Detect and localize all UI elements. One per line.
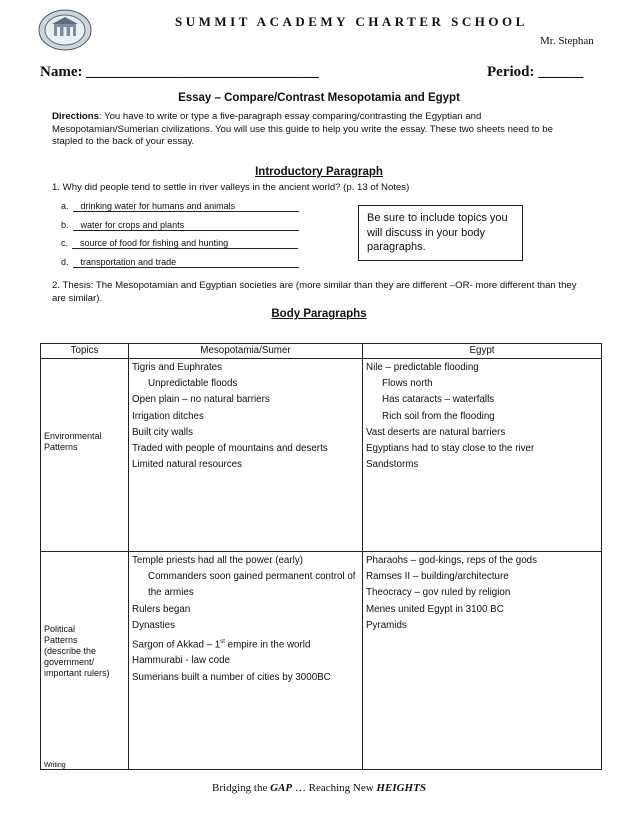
mesopotamia-cell [129,552,363,770]
topic-line: Environmental [44,431,102,441]
list-item: Sumerians built a number of cities by 3000BC [132,671,331,683]
comparison-table [40,343,602,770]
list-item: Rich soil from the flooding [382,410,495,422]
list-item: Dynasties [132,619,176,631]
answer-text: transportation and trade [73,257,299,268]
column-header-topics: Topics [41,344,129,359]
list-item: Egyptians had to stay close to the river [366,443,535,455]
reminder-callout: Be sure to include topics you will discuss in your body paragraphs. [358,205,523,261]
list-item: Nile – predictable flooding [366,362,479,373]
answer-text: source of food for fishing and hunting [72,238,298,249]
list-item: the armies [148,587,194,599]
list-item-text: empire in the world [224,639,311,651]
column-header-egypt: Egypt [363,344,602,359]
answer-a [61,201,311,212]
answer-b [61,220,311,231]
list-item: Sandstorms [366,459,419,471]
answer-c [61,238,311,249]
list-item: Temple priests had all the power (early) [132,555,303,566]
list-item: Pyramids [366,619,407,631]
list-item: Irrigation ditches [132,410,204,422]
list-item: Tigris and Euphrates [132,362,223,373]
question-1: 1. Why did people tend to settle in river valleys in the ancient world? (p. 13 of Notes) [52,182,410,193]
intro-title: Introductory Paragraph [255,166,383,178]
egypt-cell [363,359,602,552]
name-field: Name: _______________________________ [40,64,319,80]
column-header-mesopotamia: Mesopotamia/Sumer [129,344,363,359]
egypt-cell [363,552,602,770]
answer-letter: c. [61,238,69,248]
mesopotamia-cell [129,359,363,552]
topic-cell [41,359,129,552]
list-item: Hammurabi - law code [132,655,231,667]
footer-text: Bridging the [212,782,271,794]
next-row-label: Writing [44,762,66,769]
list-item: Theocracy – gov ruled by religion [366,587,511,599]
topic-line: Patterns [44,635,78,645]
footer-text: … Reaching New [292,782,377,794]
directions-text: : You have to write or type a five-paragraph essay comparing/contrasting the Egyptian and Mesopotamian/Sumerian civilizations. You will use this guide to help you write the essay. These two sheets need to be stapled to the back of your essay. [52,111,553,147]
essay-title: Essay – Compare/Contrast Mesopotamia and Egypt [178,92,460,104]
list-item: Pharaohs – god-kings, reps of the gods [366,555,538,566]
list-item: Traded with people of mountains and deserts [132,443,328,455]
answer-d [61,257,311,268]
list-item: Rulers began [132,603,191,615]
body-title: Body Paragraphs [271,308,367,320]
list-item: Built city walls [132,426,193,438]
directions-label: Directions [52,111,99,122]
topic-line: important rulers) [44,668,110,678]
topic-line: Patterns [44,442,78,452]
table-header-row [41,344,602,359]
answer-letter: a. [61,201,69,211]
table-row-political [41,552,602,770]
topic-line: government/ [44,657,95,667]
table-row-environmental [41,359,602,552]
answer-text: drinking water for humans and animals [73,201,299,212]
topic-line: Political [44,624,76,634]
school-logo [37,8,93,52]
list-item: Open plain – no natural barriers [132,394,270,406]
topic-line: (describe the [44,646,97,656]
footer-heights: HEIGHTS [376,782,426,794]
list-item: Vast deserts are natural barriers [366,426,506,438]
answer-letter: d. [61,257,69,267]
list-item: Ramses II – building/architecture [366,571,509,583]
list-item: Flows north [382,378,433,390]
period-field: Period: ______ [487,64,584,80]
list-item: Limited natural resources [132,459,242,471]
teacher-name: Mr. Stephan [540,35,594,47]
school-name: SUMMIT ACADEMY CHARTER SCHOOL [175,14,528,29]
list-item: Commanders soon gained permanent control of [148,571,356,583]
answer-text: water for crops and plants [73,220,299,231]
list-item: Has cataracts – waterfalls [382,394,495,406]
answer-letter: b. [61,220,69,230]
thesis: 2. Thesis: The Mesopotamian and Egyptian societies are (more similar than they are different –OR- more different than they are similar). [52,280,577,304]
list-item: Menes united Egypt in 3100 BC [366,603,504,615]
list-item-text: Sargon of Akkad – 1 [132,639,221,651]
list-item: Unpredictable floods [148,378,238,390]
footer-gap: GAP [270,782,293,794]
topic-cell [41,552,129,770]
list-item [132,634,359,653]
superscript: st [220,639,225,646]
directions [52,111,577,149]
footer-slogan [0,782,638,794]
